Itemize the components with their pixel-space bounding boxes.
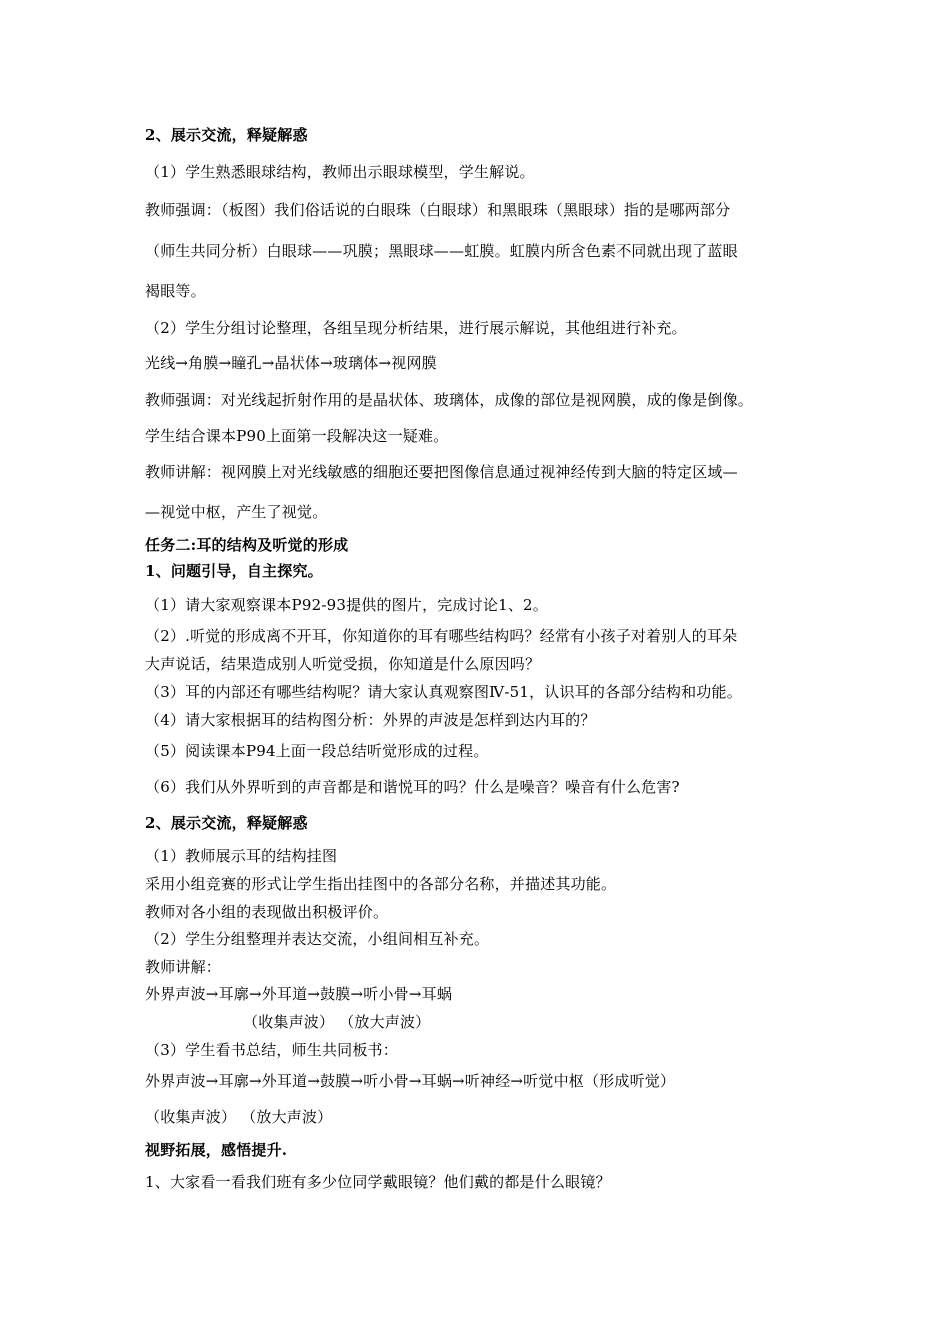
section-heading-ear-exchange: 2、展示交流，释疑解惑 <box>145 814 308 832</box>
section-heading-extension: 视野拓展，感悟提升. <box>145 1141 288 1159</box>
paragraph-line: （2）学生分组讨论整理，各组呈现分析结果，进行展示解说，其他组进行补充。 <box>145 319 687 337</box>
paragraph-line: （3）耳的内部还有哪些结构呢？请大家认真观察图Ⅳ-51，认识耳的各部分结构和功能。 <box>145 683 742 701</box>
flow-light-path: 光线→角膜→瞳孔→晶状体→玻璃体→视网膜 <box>145 354 437 372</box>
paragraph-line: （1）请大家观察课本P92-93提供的图片，完成讨论1、2。 <box>145 596 548 614</box>
flow-annotations-full: （收集声波） （放大声波） <box>145 1108 333 1126</box>
paragraph-line: 教师讲解： <box>145 958 222 976</box>
paragraph-line: 1、大家看一看我们班有多少位同学戴眼镜？他们戴的都是什么眼镜？ <box>145 1173 611 1191</box>
paragraph-line: 大声说话，结果造成别人听觉受损，你知道是什么原因吗？ <box>145 655 541 673</box>
paragraph-line: 采用小组竞赛的形式让学生指出挂图中的各部分名称，并描述其功能。 <box>145 875 617 893</box>
paragraph-line: —视觉中枢，产生了视觉。 <box>145 503 328 521</box>
paragraph-line: （1）教师展示耳的结构挂图 <box>145 847 338 865</box>
flow-sound-path-short: 外界声波→耳廓→外耳道→鼓膜→听小骨→耳蜗 <box>145 985 453 1003</box>
section-heading-eye-exchange: 2、展示交流，释疑解惑 <box>145 126 308 144</box>
paragraph-line: （3）学生看书总结，师生共同板书： <box>145 1041 398 1059</box>
paragraph-line: （5）阅读课本P94上面一段总结听觉形成的过程。 <box>145 742 489 760</box>
paragraph-line: （2）学生分组整理并表达交流，小组间相互补充。 <box>145 930 490 948</box>
paragraph-line: （2）.听觉的形成离不开耳，你知道你的耳有哪些结构吗？经常有小孩子对着别人的耳朵 <box>145 627 738 645</box>
paragraph-line: 教师对各小组的表现做出积极评价。 <box>145 903 389 921</box>
flow-annotations-short: （收集声波） （放大声波） <box>243 1013 431 1031</box>
paragraph-line: 教师强调：（板图）我们俗话说的白眼珠（白眼球）和黑眼珠（黑眼球）指的是哪两部分 <box>145 201 731 219</box>
section-heading-inquiry: 1、问题引导，自主探究。 <box>145 562 323 580</box>
paragraph-line: （6）我们从外界听到的声音都是和谐悦耳的吗？什么是噪音？噪音有什么危害? <box>145 778 680 796</box>
paragraph-line: 教师讲解：视网膜上对光线敏感的细胞还要把图像信息通过视神经传到大脑的特定区域— <box>145 463 738 481</box>
paragraph-line: 学生结合课本P90上面第一段解决这一疑难。 <box>145 427 449 445</box>
paragraph-line: 教师强调：对光线起折射作用的是晶状体、玻璃体，成像的部位是视网膜，成的像是倒像。 <box>145 391 754 409</box>
paragraph-line: （1）学生熟悉眼球结构，教师出示眼球模型，学生解说。 <box>145 163 535 181</box>
paragraph-line: 褐眼等。 <box>145 282 206 300</box>
task-heading-ear: 任务二:耳的结构及听觉的形成 <box>145 536 349 554</box>
paragraph-line: （师生共同分析）白眼球——巩膜；黑眼球——虹膜。虹膜内所含色素不同就出现了蓝眼 <box>145 242 738 260</box>
flow-sound-path-full: 外界声波→耳廓→外耳道→鼓膜→听小骨→耳蜗→听神经→听觉中枢（形成听觉） <box>145 1072 676 1090</box>
paragraph-line: （4）请大家根据耳的结构图分析：外界的声波是怎样到达内耳的？ <box>145 711 596 729</box>
